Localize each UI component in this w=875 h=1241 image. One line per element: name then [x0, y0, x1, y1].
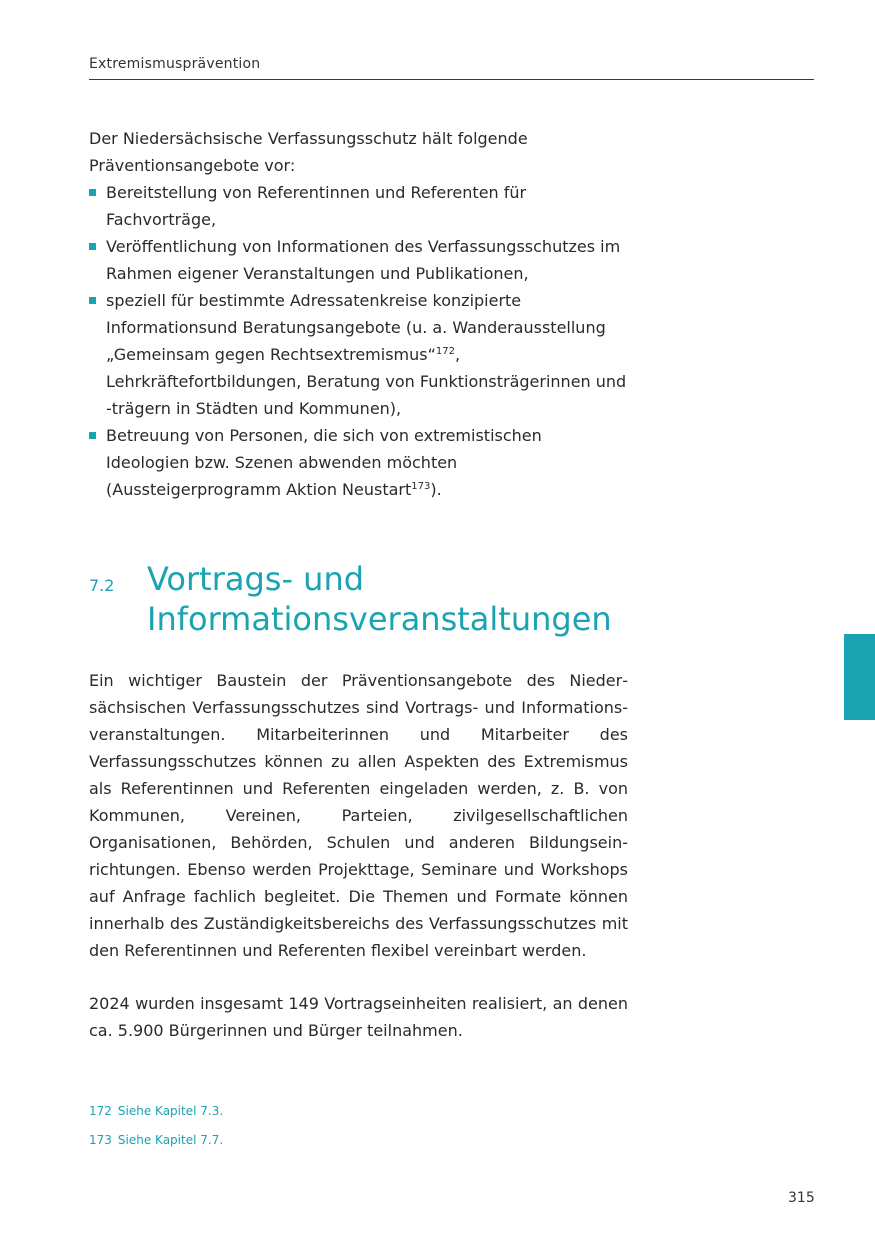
footnote: [89, 1104, 223, 1118]
list-item-text: Veröffentlichung von Informationen des Verfassungsschutzes im Rahmen eigener Veranstaltungen und Publikationen,: [106, 237, 621, 283]
footnote-ref[interactable]: 172: [435, 346, 455, 357]
list-item-text: Bereitstellung von Referentinnen und Referenten für Fachvorträge,: [106, 183, 527, 229]
body-paragraph: 2024 wurden insgesamt 149 Vortragseinheiten realisiert, an denen ca. 5.900 Bürgerinnen und Bürger teilnahmen.: [89, 994, 628, 1040]
intro-paragraph: Der Niedersächsische Verfassungsschutz hält folgende Präventionsangebote vor:: [89, 129, 528, 175]
bullet-square-icon: [89, 297, 96, 304]
page-number: 315: [788, 1190, 815, 1206]
bullet-square-icon: [89, 432, 96, 439]
header-rule: [89, 79, 814, 80]
footnote: [89, 1133, 223, 1147]
prevention-offers-list: [89, 179, 629, 503]
list-item: [89, 287, 629, 422]
list-item-text: Betreuung von Personen, die sich von extremistischen Ideologien bzw. Szenen abwenden möchten (Aussteigerprogramm Aktion Neustart: [106, 426, 542, 499]
running-header: Extremismusprävention: [89, 56, 261, 72]
chapter-tab-marker: [844, 634, 875, 720]
list-item-text: ).: [430, 480, 442, 499]
list-item: [89, 179, 629, 233]
bullet-square-icon: [89, 243, 96, 250]
footnote-text: Siehe Kapitel 7.3.: [117, 1104, 224, 1118]
footnote-text: Siehe Kapitel 7.7.: [117, 1133, 224, 1147]
list-item: [89, 233, 629, 287]
list-item: [89, 422, 629, 503]
list-item-text: speziell für bestimmte Adressatenkreise konzipierte Informationsund Beratungsangebote (u. a. Wanderausstellung „Gemeinsam gegen Rechtsextremismus“: [106, 291, 606, 364]
footnote-number: 172: [89, 1104, 112, 1118]
section-number: 7.2: [89, 576, 115, 595]
list-item-text: , Lehrkräftefortbildungen, Beratung von Funktionsträgerinnen und -trägern in Städten und Kommunen),: [106, 345, 627, 418]
footnote-number: 173: [89, 1133, 112, 1147]
bullet-square-icon: [89, 189, 96, 196]
section-title: Vortrags- und Informationsveranstaltungen: [147, 560, 612, 638]
body-paragraph: Ein wichtiger Baustein der Präventionsangebote des Niedersächsischen Verfassungsschutzes sind Vortrags- und Informationsveranstaltungen. Mitarbeiterinnen und Mitarbeiter des Verfassungsschutzes können zu allen Aspekten des Extremismus als Referentinnen und Referenten eingeladen werden, z. B. von Kommunen, Vereinen, Parteien, zivilgesellschaftlichen Organisationen, Behörden, Schulen und anderen Bildungseinrichtungen. Ebenso werden Projekttage, Seminare und Workshops auf Anfrage fachlich begleitet. Die Themen und Formate können innerhalb des Zuständigkeitsbereichs des Verfassungsschutzes mit den Referentinnen und Referenten flexibel vereinbart werden.: [89, 671, 628, 960]
footnote-ref[interactable]: 173: [411, 481, 431, 492]
